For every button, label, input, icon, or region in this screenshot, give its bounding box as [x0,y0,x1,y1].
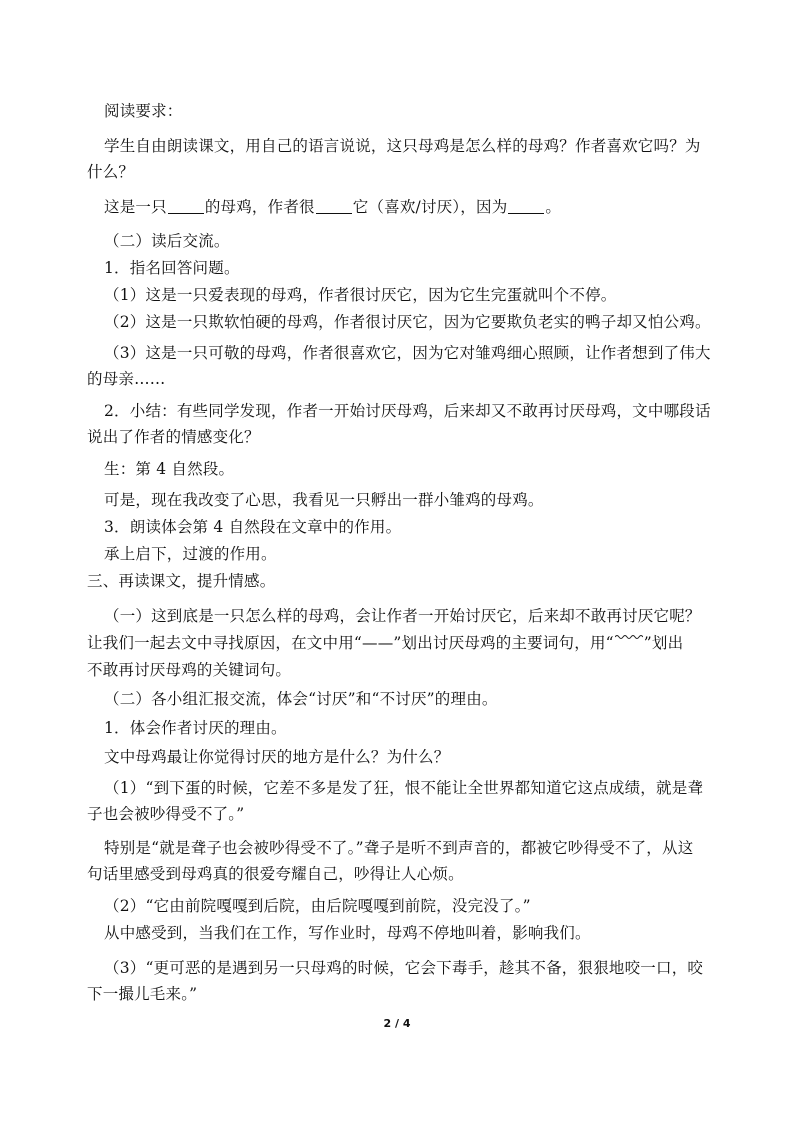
text-segment: 它（喜欢/讨厌），因为 [352,198,508,216]
page-number: 2 / 4 [383,1017,411,1030]
paragraph-line: 2．小结：有些同学发现，作者一开始讨厌母鸡，后来却又不敢再讨厌母鸡，文中哪段话 [104,402,711,420]
section-heading: （二）读后交流。 [104,232,230,250]
text-segment: 的母鸡，作者很 [204,198,315,216]
paragraph-line: 生：第 4 自然段。 [104,460,235,478]
paragraph-line: 1．指名回答问题。 [104,259,240,277]
paragraph-line: 什么？ [87,163,135,181]
blank-line [168,197,204,214]
answer-line: （3）这是一只可敬的母鸡，作者很喜欢它，因为它对雏鸡细心照顾，让作者想到了伟大 [104,344,711,362]
fill-in-blank-line [0,194,794,220]
paragraph-line: 说出了作者的情感变化？ [87,428,260,446]
section-heading: （二）各小组汇报交流，体会“讨厌”和“不讨厌”的理由。 [104,690,498,708]
paragraph-line [0,630,794,656]
answer-line: （2）这是一只欺软怕硬的母鸡，作者很讨厌它，因为它要欺负老实的鸭子却又怕公鸡。 [104,313,711,331]
text-segment: 让我们一起去文中寻找原因，在文中用“——”划出讨厌母鸡的主要词句，用“ [87,634,614,652]
paragraph-line: 的母亲…… [87,370,166,388]
quote-line: （2）“它由前院嘎嘎到后院，由后院嘎嘎到前院，没完没了。” [104,897,531,915]
quote-line: 下一撮儿毛来。” [87,985,198,1003]
blank-line [508,197,544,214]
text-segment: 这是一只 [104,198,167,216]
paragraph-line: 1．体会作者讨厌的理由。 [104,719,287,737]
paragraph-line: 学生自由朗读课文，用自己的语言说说，这只母鸡是怎么样的母鸡？作者喜欢它吗？为 [104,137,701,155]
paragraph-line: 特别是“就是聋子也会被吵得受不了。”聋子是听不到声音的，都被它吵得受不了，从这 [104,839,694,857]
paragraph-line: （一）这到底是一只怎么样的母鸡，会让作者一开始讨厌它，后来却不敢再讨厌它呢？ [104,607,701,625]
paragraph-line: 文中母鸡最让你觉得讨厌的地方是什么？为什么？ [104,748,450,766]
quote-line: （3）“更可恶的是遇到另一只母鸡的时候，它会下毒手，趁其不备，狠狠地咬一口，咬 [104,959,704,977]
reading-requirement-heading: 阅读要求： [104,102,183,120]
wavy-underline-icon [615,632,643,640]
paragraph-line: 句话里感受到母鸡真的很爱夸耀自己，吵得让人心烦。 [87,865,464,883]
paragraph-line: 承上启下，过渡的作用。 [104,545,277,563]
answer-line: （1）这是一只爱表现的母鸡，作者很讨厌它，因为它生完蛋就叫个不停。 [104,286,617,304]
text-segment: 。 [545,198,562,216]
text-segment: ”划出 [643,634,684,652]
paragraph-line: 从中感受到，当我们在工作，写作业时，母鸡不停地叫着，影响我们。 [104,924,591,942]
section-heading: 三、再读课文，提升情感。 [87,572,276,590]
quote-line: 子也会被吵得受不了。” [87,805,245,823]
quote-line: （1）“到下蛋的时候，它差不多是发了狂，恨不能让全世界都知道它这点成绩，就是聋 [104,779,704,797]
blank-line [316,197,352,214]
paragraph-line: 可是，现在我改变了心思，我看见一只孵出一群小雏鸡的母鸡。 [104,491,544,509]
paragraph-line: 不敢再讨厌母鸡的关键词句。 [87,661,292,679]
paragraph-line: 3．朗读体会第 4 自然段在文章中的作用。 [104,518,402,536]
